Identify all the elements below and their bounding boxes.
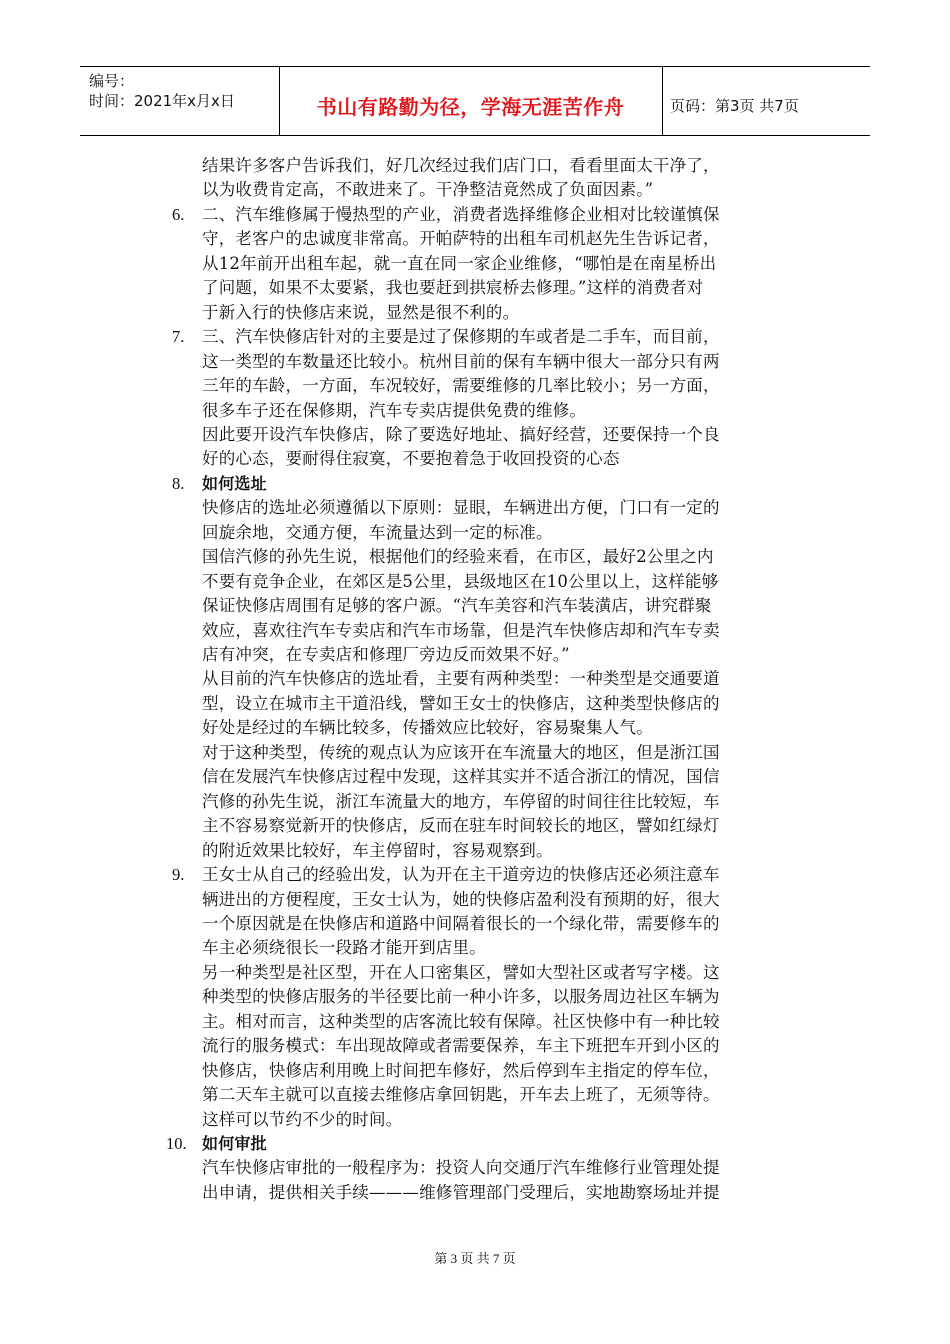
text-line: 店有冲突，在专卖店和修理厂旁边反而效果不好。” — [202, 645, 570, 664]
text-line: 结果许多客户告诉我们，好几次经过我们店门口，看看里面太干净了， — [202, 156, 720, 175]
text-line: 汽修的孙先生说，浙江车流量大的地方，车停留的时间往往比较短，车 — [202, 792, 720, 811]
text-line: 流行的服务模式：车出现故障或者需要保养，车主下班把车开到小区的 — [202, 1036, 720, 1055]
text-line: 三、汽车快修店针对的主要是过了保修期的车或者是二手车，而目前， — [202, 327, 720, 346]
text-line: 一个原因就是在快修店和道路中间隔着很长的一个绿化带，需要修车的 — [202, 914, 720, 933]
text-line: 对于这种类型，传统的观点认为应该开在车流量大的地区，但是浙江国 — [202, 743, 720, 762]
text-line: 从目前的汽车快修店的选址看，主要有两种类型：一种类型是交通要道 — [202, 669, 720, 688]
code-label: 编号： — [89, 72, 135, 90]
text-line: 因此要开设汽车快修店，除了要选好地址、搞好经营，还要保持一个良 — [202, 425, 720, 444]
text-line: 种类型的快修店服务的半径要比前一种小许多，以服务周边社区车辆为 — [202, 987, 720, 1006]
text-line: 保证快修店周围有足够的客户源。“汽车美容和汽车装潢店，讲究群聚 — [202, 596, 712, 615]
text-line: 的附近效果比较好，车主停留时，容易观察到。 — [202, 841, 553, 860]
text-line: 了问题，如果不太要紧，我也要赶到拱宸桥去修理。”这样的消费者对 — [202, 278, 704, 297]
list-number: 10. — [166, 1134, 187, 1153]
text-line: 主不容易察觉新开的快修店，反而在驻车时间较长的地区，譬如红绿灯 — [202, 816, 720, 835]
section-heading: 如何审批 — [202, 1134, 267, 1153]
text-line: 快修店的选址必须遵循以下原则：显眼，车辆进出方便，门口有一定的 — [202, 498, 720, 517]
section-heading: 如何选址 — [202, 474, 267, 493]
text-line: 快修店，快修店利用晚上时间把车修好，然后停到车主指定的停车位， — [202, 1061, 720, 1080]
list-number: 8. — [172, 474, 185, 493]
page-footer: 第 3 页 共 7 页 — [434, 1251, 516, 1266]
text-line: 信在发展汽车快修店过程中发现，这样其实并不适合浙江的情况，国信 — [202, 767, 720, 786]
text-line: 从12年前开出租车起，就一直在同一家企业维修，“哪怕是在南星桥出 — [202, 254, 717, 273]
text-line: 回旋余地，交通方便，车流量达到一定的标准。 — [202, 523, 553, 542]
text-line: 王女士从自己的经验出发，认为开在主干道旁边的快修店还必须注意车 — [202, 865, 720, 884]
text-line: 好的心态，要耐得住寂寞，不要抱着急于收回投资的心态 — [202, 449, 620, 468]
text-line: 这样可以节约不少的时间。 — [202, 1110, 403, 1129]
text-line: 效应，喜欢往汽车专卖店和汽车市场靠，但是汽车快修店却和汽车专卖 — [202, 621, 720, 640]
motto: 书山有路勤为径，学海无涯苦作舟 — [316, 94, 625, 119]
time-label: 时间：2021年x月x日 — [89, 92, 235, 110]
text-line: 二、汽车维修属于慢热型的产业，消费者选择维修企业相对比较谨慎保 — [202, 205, 720, 224]
text-line: 守，老客户的忠诚度非常高。开帕萨特的出租车司机赵先生告诉记者， — [202, 229, 720, 248]
text-line: 汽车快修店审批的一般程序为：投资人向交通厅汽车维修行业管理处提 — [202, 1158, 720, 1177]
text-line: 辆进出的方便程度，王女士认为，她的快修店盈利没有预期的好，很大 — [202, 890, 720, 909]
list-number: 9. — [172, 865, 185, 884]
text-line: 三年的车龄，一方面，车况较好，需要维修的几率比较小；另一方面， — [202, 376, 720, 395]
text-line: 好处是经过的车辆比较多，传播效应比较好，容易聚集人气。 — [202, 718, 653, 737]
text-line: 于新入行的快修店来说，显然是很不利的。 — [202, 303, 520, 322]
text-line: 另一种类型是社区型，开在人口密集区，譬如大型社区或者写字楼。这 — [202, 963, 720, 982]
text-line: 车主必须绕很长一段路才能开到店里。 — [202, 938, 486, 957]
header-motto-cell — [279, 67, 663, 135]
text-line: 国信汽修的孙先生说，根据他们的经验来看，在市区，最好2公里之内 — [202, 547, 714, 566]
text-line: 第二天车主就可以直接去维修店拿回钥匙，开车去上班了，无须等待。 — [202, 1085, 720, 1104]
text-line: 出申请，提供相关手续———维修管理部门受理后，实地勘察场址并提 — [202, 1183, 720, 1202]
text-line: 主。相对而言，这种类型的店客流比较有保障。社区快修中有一种比较 — [202, 1012, 720, 1031]
header-table — [80, 66, 870, 136]
text-line: 很多车子还在保修期，汽车专卖店提供免费的维修。 — [202, 401, 587, 420]
text-line: 不要有竞争企业，在郊区是5公里，县级地区在10公里以上，这样能够 — [202, 572, 719, 591]
text-line: 以为收费肯定高，不敢进来了。干净整洁竟然成了负面因素。” — [202, 180, 654, 199]
list-number: 7. — [172, 327, 185, 346]
header-page-cell — [662, 67, 870, 135]
list-number: 6. — [172, 205, 185, 224]
text-line: 型，设立在城市主干道沿线，譬如王女士的快修店，这种类型快修店的 — [202, 694, 720, 713]
text-line: 这一类型的车数量还比较小。杭州目前的保有车辆中很大一部分只有两 — [202, 352, 720, 371]
header-meta-cell — [80, 67, 280, 135]
page-label: 页码：第3页 共7页 — [670, 96, 799, 115]
